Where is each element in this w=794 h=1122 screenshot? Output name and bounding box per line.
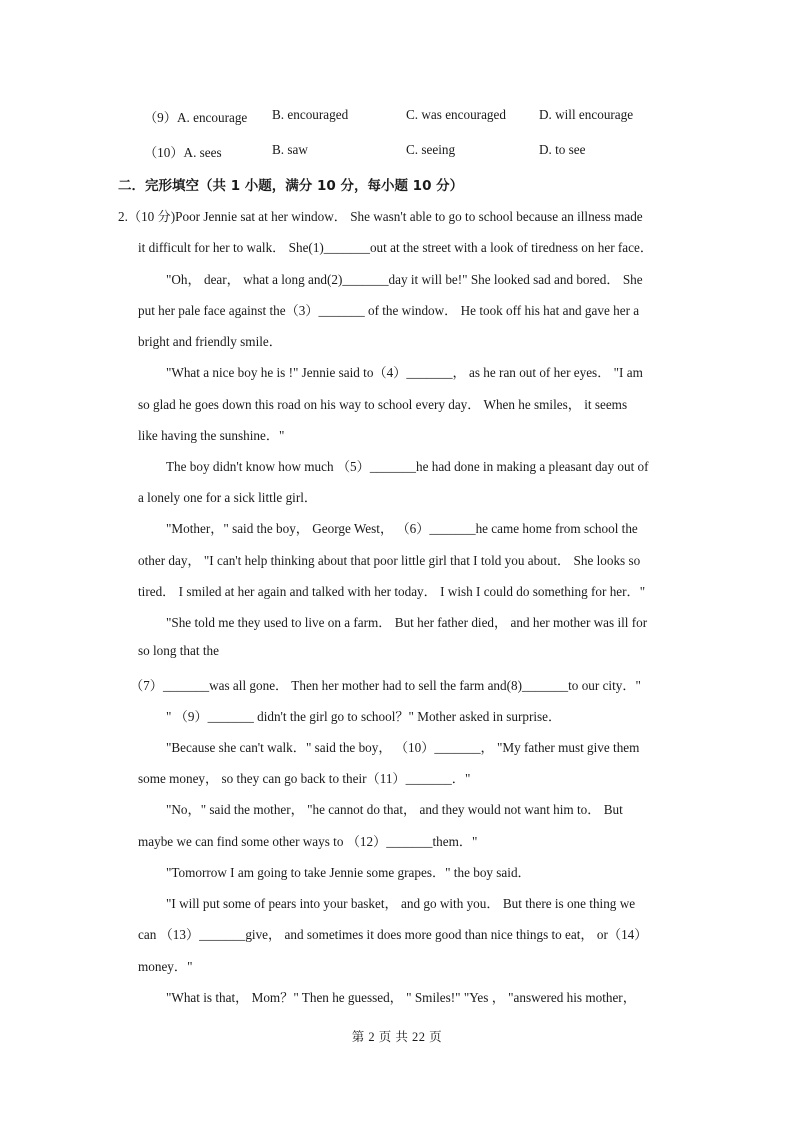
passage-line: "No，" said the mother， "he cannot do that， and they would not want him to． But	[166, 802, 623, 817]
passage-line: "What a nice boy he is !" Jennie said to（4）_______， as he ran out of her eyes． "I am	[166, 365, 643, 380]
passage-line: "Tomorrow I am going to take Jennie some grapes．" the boy said．	[166, 865, 531, 880]
passage-line: it difficult for her to walk． She(1)_______out at the street with a look of tiredness on her face．	[138, 240, 654, 255]
option-9-b: B. encouraged	[272, 107, 349, 122]
passage-line: maybe we can find some other ways to （12）_______them．"	[138, 834, 478, 849]
option-9-d: D. will encourage	[539, 107, 634, 122]
passage-line: " （9）_______ didn't the girl go to school？" Mother asked in surprise．	[166, 709, 562, 724]
option-10-d: D. to see	[539, 142, 586, 157]
section-title: 二．完形填空（共 1 小题，满分 10 分，每小题 10 分）	[118, 178, 464, 194]
passage-line: The boy didn't know how much （5）_______he had done in making a pleasant day out of	[166, 459, 649, 474]
passage-line: so glad he goes down this road on his way to school every day． When he smiles， it seems	[138, 397, 628, 412]
option-10-a: （10）A. sees	[144, 145, 222, 160]
passage-line: put her pale face against the（3）_______ of the window． He took off his hat and gave her a	[138, 303, 640, 318]
passage-line: can （13）_______give， and sometimes it does more good than nice things to eat， or（14）	[138, 927, 648, 942]
passage-line: "What is that， Mom？" Then he guessed， " Smiles!" "Yes ， "answered his mother，	[166, 990, 636, 1005]
passage-line: other day， "I can't help thinking about that poor little girl that I told you about． She looks so	[138, 553, 641, 568]
passage-line: money．"	[138, 959, 193, 974]
passage-line: like having the sunshine．"	[138, 428, 285, 443]
passage-line: "She told me they used to live on a farm． But her father died， and her mother was ill for	[166, 615, 648, 630]
passage-line: some money， so they can go back to their（11）_______．"	[138, 771, 471, 786]
passage-line: bright and friendly smile．	[138, 334, 282, 349]
option-10-b: B. saw	[272, 142, 308, 157]
passage-line: "Mother，" said the boy， George West， （6）_______he came home from school the	[166, 521, 638, 536]
option-9-a: （9）A. encourage	[144, 110, 248, 125]
passage-line: （7）_______was all gone． Then her mother had to sell the farm and(8)_______to our city．"	[130, 678, 641, 693]
passage-line: tired． I smiled at her again and talked with her today． I wish I could do something for her．"	[138, 584, 646, 599]
page-footer: 第 2 页 共 22 页	[351, 1030, 443, 1044]
option-9-c: C. was encouraged	[406, 107, 506, 122]
passage-line: so long that the	[138, 643, 219, 658]
passage-line: "I will put some of pears into your basket， and go with you． But there is one thing we	[166, 896, 636, 911]
passage-line: "Oh， dear， what a long and(2)_______day it will be!" She looked sad and bored． She	[166, 272, 643, 287]
passage-line: 2.（10 分)Poor Jennie sat at her window． She wasn't able to go to school because an illness made	[118, 209, 643, 224]
passage-line: "Because she can't walk．" said the boy， （10）_______， "My father must give them	[166, 740, 640, 755]
option-10-c: C. seeing	[406, 142, 456, 157]
passage-line: a lonely one for a sick little girl．	[138, 490, 318, 505]
